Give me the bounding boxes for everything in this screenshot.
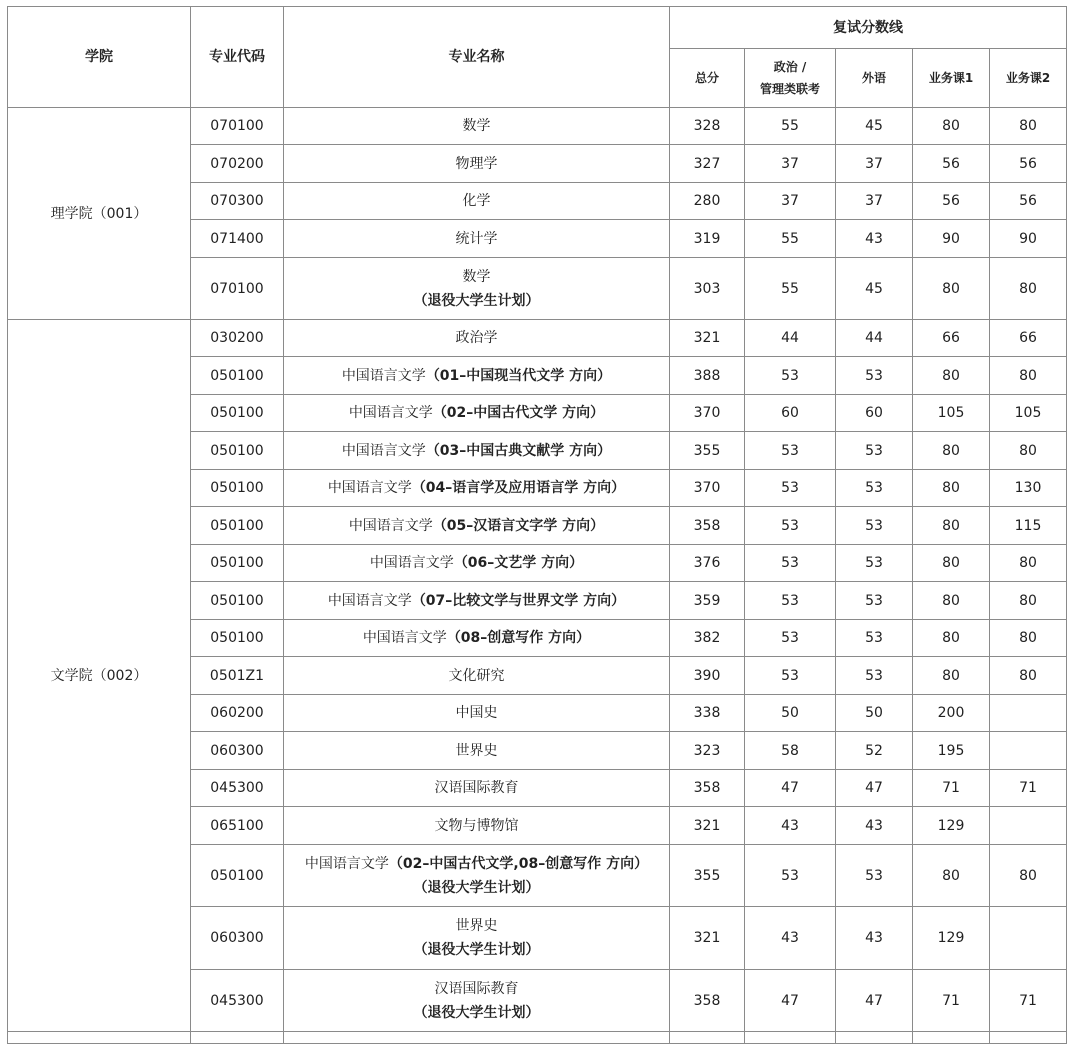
major-name: 中国语言文学 [362,630,447,646]
course1-cell: 80 [913,258,990,320]
major-name: 中国语言文学 [341,367,426,384]
major-name-line [284,551,669,575]
name-cell [284,770,670,807]
header-politics-line2: 管理类联考 [759,82,820,96]
total-cell: 338 [670,695,745,732]
total-cell: 319 [670,220,745,258]
politics-cell: 60 [745,395,836,432]
major-name-line [284,265,669,289]
course2-cell: 80 [990,357,1067,395]
empty-cell [990,1032,1067,1044]
major-name: 文化研究 [448,667,505,684]
politics-cell: 37 [745,145,836,183]
code-cell: 070300 [191,183,284,220]
major-name: 中国语言文学 [327,592,412,609]
code-cell: 070100 [191,258,284,320]
name-cell [284,970,670,1032]
total-cell: 358 [670,770,745,807]
code-cell: 050100 [191,582,284,620]
course2-cell: 80 [990,432,1067,470]
code-cell: 050100 [191,620,284,657]
major-name: 世界史 [455,918,498,934]
course2-cell: 80 [990,620,1067,657]
name-cell [284,907,670,970]
politics-cell: 58 [745,732,836,770]
major-direction: （03–中国古典文献学 方向） [425,442,612,459]
name-cell [284,695,670,732]
course1-cell: 80 [913,507,990,545]
course1-cell: 129 [913,907,990,970]
major-name-line [284,814,669,838]
total-cell: 321 [670,320,745,357]
foreign-cell: 44 [836,320,913,357]
total-cell: 321 [670,807,745,845]
politics-cell: 53 [745,582,836,620]
course1-cell: 66 [913,320,990,357]
header-foreign: 外语 [836,49,913,108]
course2-cell: 71 [990,970,1067,1032]
course1-cell: 80 [913,357,990,395]
major-name-line [284,227,669,251]
course1-cell: 71 [913,770,990,807]
major-name-line [284,476,669,500]
major-name-line [284,914,669,938]
politics-cell: 55 [745,108,836,145]
name-cell [284,357,670,395]
empty-cell [836,1032,913,1044]
total-cell: 390 [670,657,745,695]
name-cell [284,807,670,845]
code-cell: 065100 [191,807,284,845]
major-name: 中国语言文学 [348,517,433,534]
header-politics [745,49,836,108]
total-cell: 376 [670,545,745,582]
major-direction: （01–中国现当代文学 方向） [425,367,612,384]
total-cell: 280 [670,183,745,220]
course2-cell: 80 [990,108,1067,145]
major-name: 化学 [462,193,491,209]
major-name-line [284,701,669,725]
politics-cell: 53 [745,545,836,582]
foreign-cell: 43 [836,807,913,845]
empty-cell [8,1032,191,1044]
header-college: 学院 [8,7,191,108]
course2-cell: 66 [990,320,1067,357]
course1-cell: 56 [913,145,990,183]
major-name: 统计学 [455,230,498,247]
course1-cell: 90 [913,220,990,258]
major-direction: （05–汉语言文字学 方向） [432,517,605,534]
politics-cell: 50 [745,695,836,732]
total-cell: 359 [670,582,745,620]
foreign-cell: 37 [836,145,913,183]
course1-cell: 80 [913,657,990,695]
foreign-cell: 45 [836,258,913,320]
politics-cell: 53 [745,432,836,470]
major-plan-note: （退役大学生计划） [413,292,540,309]
course1-cell: 80 [913,545,990,582]
politics-cell: 53 [745,845,836,907]
empty-cell [745,1032,836,1044]
politics-cell: 37 [745,183,836,220]
major-name: 中国语言文学 [348,405,433,421]
foreign-cell: 47 [836,770,913,807]
foreign-cell: 53 [836,657,913,695]
major-name-line [284,739,669,763]
header-code: 专业代码 [191,7,284,108]
course1-cell: 105 [913,395,990,432]
major-name-line [284,852,669,876]
foreign-cell: 47 [836,970,913,1032]
major-name-line [284,114,669,138]
politics-cell: 53 [745,620,836,657]
code-cell: 050100 [191,357,284,395]
major-name-line [284,664,669,688]
major-plan-note: （退役大学生计划） [413,1004,540,1021]
course2-cell [990,732,1067,770]
foreign-cell: 43 [836,220,913,258]
major-name: 物理学 [455,155,498,172]
foreign-cell: 37 [836,183,913,220]
course2-cell: 80 [990,582,1067,620]
politics-cell: 55 [745,258,836,320]
major-name-line [284,626,669,650]
code-cell: 050100 [191,395,284,432]
politics-cell: 47 [745,970,836,1032]
course2-cell: 80 [990,545,1067,582]
header-name: 专业名称 [284,7,670,108]
course1-cell: 195 [913,732,990,770]
name-cell [284,582,670,620]
course2-cell: 105 [990,395,1067,432]
code-cell: 070100 [191,108,284,145]
code-cell: 0501Z1 [191,657,284,695]
politics-cell: 47 [745,770,836,807]
score-table-body [8,108,1067,1044]
course2-cell: 130 [990,470,1067,507]
total-cell: 355 [670,845,745,907]
major-name-line [284,514,669,538]
total-cell: 355 [670,432,745,470]
code-cell: 071400 [191,220,284,258]
name-cell [284,657,670,695]
header-course2: 业务课2 [990,49,1067,108]
total-cell: 321 [670,907,745,970]
foreign-cell: 53 [836,845,913,907]
major-name-line [284,326,669,350]
score-table [7,6,1067,1044]
empty-cell [284,1032,670,1044]
major-name-line [284,152,669,176]
politics-cell: 53 [745,507,836,545]
major-plan-note: （退役大学生计划） [413,942,540,958]
politics-cell: 44 [745,320,836,357]
course2-cell: 71 [990,770,1067,807]
total-cell: 370 [670,395,745,432]
major-name: 世界史 [455,742,498,759]
code-cell: 045300 [191,770,284,807]
name-cell [284,845,670,907]
major-name: 中国史 [455,705,498,721]
foreign-cell: 60 [836,395,913,432]
header-course1: 业务课1 [913,49,990,108]
total-cell: 303 [670,258,745,320]
total-cell: 358 [670,970,745,1032]
major-name: 汉语国际教育 [434,780,519,796]
course1-cell: 80 [913,845,990,907]
foreign-cell: 43 [836,907,913,970]
total-cell: 323 [670,732,745,770]
code-cell: 060300 [191,732,284,770]
foreign-cell: 45 [836,108,913,145]
major-plan-note: （退役大学生计划） [413,879,540,896]
course2-cell [990,807,1067,845]
foreign-cell: 53 [836,582,913,620]
code-cell: 045300 [191,970,284,1032]
major-name-line [284,189,669,213]
major-name-line [284,364,669,388]
course1-cell: 129 [913,807,990,845]
name-cell [284,320,670,357]
major-name-line [284,439,669,463]
politics-cell: 43 [745,907,836,970]
politics-cell: 43 [745,807,836,845]
name-cell [284,108,670,145]
name-cell [284,732,670,770]
code-cell: 050100 [191,507,284,545]
major-name: 数学 [462,268,491,285]
course1-cell: 80 [913,470,990,507]
empty-cell [913,1032,990,1044]
total-cell: 382 [670,620,745,657]
course1-cell: 56 [913,183,990,220]
table-row [8,320,1067,357]
foreign-cell: 53 [836,545,913,582]
course2-cell: 80 [990,657,1067,695]
header-total: 总分 [670,49,745,108]
course1-cell: 80 [913,582,990,620]
name-cell [284,395,670,432]
course2-cell: 56 [990,183,1067,220]
name-cell [284,145,670,183]
course2-cell: 80 [990,258,1067,320]
college-cell: 理学院（001） [8,108,191,320]
foreign-cell: 53 [836,470,913,507]
code-cell: 070200 [191,145,284,183]
major-direction: （08–创意写作 方向） [446,630,591,646]
name-cell [284,258,670,320]
major-name-line [284,977,669,1001]
code-cell: 050100 [191,432,284,470]
major-name: 中国语言文学 [304,855,389,872]
code-cell: 030200 [191,320,284,357]
politics-cell: 55 [745,220,836,258]
foreign-cell: 53 [836,432,913,470]
course1-cell: 200 [913,695,990,732]
major-name: 中国语言文学 [369,555,454,571]
table-row-continued [8,1032,1067,1044]
major-name: 中国语言文学 [327,480,412,496]
foreign-cell: 53 [836,620,913,657]
total-cell: 358 [670,507,745,545]
total-cell: 370 [670,470,745,507]
name-cell [284,620,670,657]
major-direction: （04–语言学及应用语言学 方向） [411,480,626,496]
foreign-cell: 50 [836,695,913,732]
name-cell [284,545,670,582]
major-name-line [284,776,669,800]
course1-cell: 80 [913,108,990,145]
code-cell: 060200 [191,695,284,732]
name-cell [284,507,670,545]
college-cell: 文学院（002） [8,320,191,1032]
empty-cell [191,1032,284,1044]
name-cell [284,432,670,470]
major-direction: （02–中国古代文学 方向） [432,405,605,421]
total-cell: 328 [670,108,745,145]
code-cell: 060300 [191,907,284,970]
name-cell [284,220,670,258]
header-score-group: 复试分数线 [670,7,1067,49]
major-name: 汉语国际教育 [434,980,519,997]
major-name: 中国语言文学 [341,442,426,459]
table-row [8,108,1067,145]
code-cell: 050100 [191,470,284,507]
name-cell [284,470,670,507]
foreign-cell: 52 [836,732,913,770]
course2-cell: 80 [990,845,1067,907]
course1-cell: 71 [913,970,990,1032]
course1-cell: 80 [913,432,990,470]
course2-cell: 56 [990,145,1067,183]
major-direction: （07–比较文学与世界文学 方向） [411,592,626,609]
course2-cell: 115 [990,507,1067,545]
course1-cell: 80 [913,620,990,657]
name-cell [284,183,670,220]
major-name: 政治学 [455,330,498,346]
course2-cell [990,907,1067,970]
course2-cell [990,695,1067,732]
major-name-line [284,401,669,425]
code-cell: 050100 [191,845,284,907]
major-name: 数学 [462,118,491,134]
politics-cell: 53 [745,470,836,507]
politics-cell: 53 [745,357,836,395]
major-direction: （06–文艺学 方向） [453,555,584,571]
total-cell: 327 [670,145,745,183]
course2-cell: 90 [990,220,1067,258]
code-cell: 050100 [191,545,284,582]
major-name: 文物与博物馆 [434,817,519,834]
header-politics-line1: 政治 / [773,60,807,74]
empty-cell [670,1032,745,1044]
total-cell: 388 [670,357,745,395]
major-direction: （02–中国古代文学,08–创意写作 方向） [388,855,649,872]
politics-cell: 53 [745,657,836,695]
major-name-line [284,589,669,613]
foreign-cell: 53 [836,357,913,395]
foreign-cell: 53 [836,507,913,545]
